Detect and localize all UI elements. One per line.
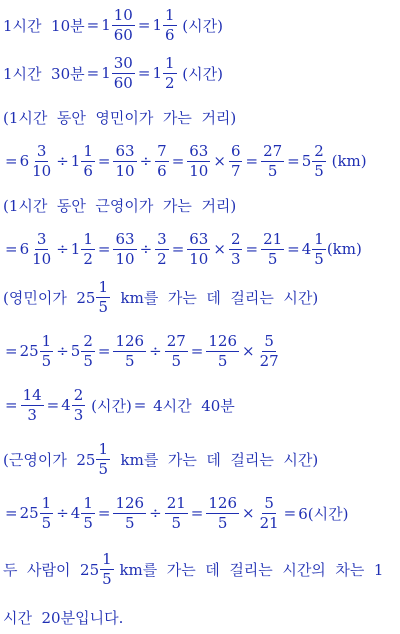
fraction-denominator: 10 (32, 249, 52, 268)
math-operator: ÷ (56, 240, 69, 258)
solution-line (3, 100, 398, 134)
solution-line (3, 600, 398, 634)
math-operator: = (5, 504, 18, 522)
text-segment: km를 가는 데 걸리는 시간) (110, 450, 319, 469)
text-segment: (근영이가 25 (3, 450, 96, 469)
math-operator: × (242, 342, 255, 360)
fraction-denominator: 5 (98, 459, 108, 478)
fraction (187, 141, 210, 180)
fraction (112, 5, 135, 44)
fraction (112, 53, 135, 92)
fraction-numerator: 126 (208, 493, 237, 512)
fraction-numerator: 10 (113, 5, 133, 24)
text-segment: (1시간 동안 근영이가 가는 거리) (3, 196, 237, 215)
fraction (81, 331, 95, 370)
fraction (81, 141, 95, 180)
solution-line (3, 492, 398, 534)
text-segment: 두 사람이 25 (3, 560, 100, 579)
fraction (96, 277, 110, 316)
fraction (206, 493, 239, 532)
fraction-numerator: 1 (83, 141, 93, 160)
math-operator: = (5, 152, 18, 170)
solution-line (3, 52, 398, 94)
fraction (261, 229, 284, 268)
fraction-denominator: 10 (32, 161, 52, 180)
text-segment: (1시간 동안 영민이가 가는 거리) (3, 108, 237, 127)
text-segment: (시간) (177, 64, 223, 83)
fraction (113, 493, 146, 532)
fraction-numerator: 14 (22, 385, 42, 404)
solution-line (3, 140, 398, 182)
text-segment: 4 (61, 396, 71, 414)
fraction (30, 229, 53, 268)
text-segment: (km) (326, 240, 362, 258)
fraction-numerator: 1 (102, 549, 112, 568)
fraction-numerator: 1 (98, 439, 108, 458)
fraction-denominator: 5 (98, 297, 108, 316)
fraction-numerator: 63 (189, 141, 209, 160)
math-operator: = (287, 240, 300, 258)
fraction (81, 493, 95, 532)
fraction-numerator: 21 (166, 493, 186, 512)
fraction-denominator: 7 (230, 161, 241, 180)
fraction-denominator: 10 (115, 249, 135, 268)
fraction-denominator: 5 (83, 513, 93, 532)
fraction (312, 141, 326, 180)
fraction-denominator: 5 (171, 351, 181, 370)
fraction-denominator: 5 (217, 513, 228, 532)
fraction (165, 331, 188, 370)
fraction-denominator: 10 (189, 161, 209, 180)
math-operator: = (245, 152, 259, 170)
fraction-denominator: 2 (83, 249, 93, 268)
fraction (206, 331, 239, 370)
fraction-numerator: 5 (264, 331, 274, 350)
fraction-denominator: 3 (73, 405, 84, 424)
fraction-numerator: 126 (115, 493, 145, 512)
fraction (113, 229, 136, 268)
math-operator: = (46, 396, 60, 414)
fraction (113, 331, 146, 370)
math-operator: ÷ (139, 240, 153, 258)
fraction-denominator: 10 (115, 161, 135, 180)
fraction-numerator: 126 (115, 331, 145, 350)
fraction (163, 5, 177, 44)
math-operator: ÷ (149, 504, 162, 522)
fraction (258, 331, 281, 370)
fraction-numerator: 2 (73, 385, 84, 404)
fraction-denominator: 2 (164, 73, 175, 92)
fraction-numerator: 1 (83, 493, 93, 512)
fraction-denominator: 5 (125, 513, 135, 532)
fraction (163, 53, 177, 92)
solution-line (3, 330, 398, 372)
fraction-denominator: 5 (125, 351, 135, 370)
fraction (229, 141, 243, 180)
fraction-denominator: 5 (41, 513, 52, 532)
solution-line (3, 188, 398, 222)
math-operator: ÷ (149, 342, 162, 360)
text-segment: 1 (70, 240, 81, 258)
math-operator: = (190, 342, 204, 360)
text-segment: (시간) (86, 396, 132, 415)
fraction-numerator: 1 (164, 53, 175, 72)
math-operator: = (5, 240, 18, 258)
fraction (165, 493, 188, 532)
fraction-numerator: 5 (264, 493, 274, 512)
math-operator: = (287, 152, 300, 170)
text-segment: 1 (152, 64, 162, 82)
math-operator: = (171, 152, 185, 170)
fraction (21, 385, 44, 424)
fraction-denominator: 5 (267, 161, 278, 180)
fraction-denominator: 27 (259, 351, 279, 370)
fraction-denominator: 2 (157, 249, 167, 268)
text-segment: 4 (70, 504, 81, 522)
fraction-denominator: 3 (27, 405, 37, 424)
fraction-denominator: 3 (230, 249, 241, 268)
text-segment: 시간 20분입니다. (3, 608, 124, 627)
fraction-numerator: 6 (230, 141, 241, 160)
fraction-denominator: 6 (164, 25, 175, 44)
solution-line (3, 276, 398, 318)
text-segment: (시간) (177, 16, 223, 35)
solution-line (3, 438, 398, 480)
fraction-denominator: 5 (267, 249, 278, 268)
fraction (113, 141, 136, 180)
fraction-denominator: 10 (189, 249, 209, 268)
math-operator: × (213, 240, 226, 258)
math-operator: = (86, 16, 100, 34)
math-operator: = (171, 240, 185, 258)
fraction-denominator: 5 (171, 513, 181, 532)
fraction (40, 331, 54, 370)
math-operator: × (242, 504, 255, 522)
math-operator: = (97, 152, 111, 170)
fraction-numerator: 1 (83, 229, 93, 248)
fraction-numerator: 1 (164, 5, 175, 24)
fraction-denominator: 5 (41, 351, 52, 370)
fraction-denominator: 6 (83, 161, 93, 180)
fraction-numerator: 1 (41, 331, 52, 350)
fraction-numerator: 63 (115, 229, 135, 248)
text-segment: 1 (152, 16, 162, 34)
solution-line (3, 4, 398, 46)
fraction-numerator: 63 (189, 229, 209, 248)
math-operator: = (97, 504, 111, 522)
math-operator: = (97, 240, 111, 258)
text-segment: 25 (19, 342, 39, 360)
text-segment: 6(시간) (298, 504, 349, 523)
math-operator: = (97, 342, 111, 360)
fraction-numerator: 2 (83, 331, 93, 350)
math-operator: = (5, 396, 18, 414)
text-segment: 6 (19, 152, 30, 170)
fraction (155, 229, 169, 268)
solution-line (3, 548, 398, 590)
text-segment: (km) (326, 152, 367, 170)
fraction-denominator: 5 (83, 351, 93, 370)
math-operator: = (190, 504, 204, 522)
math-operator: ÷ (56, 342, 69, 360)
fraction-numerator: 21 (263, 229, 283, 248)
fraction-numerator: 2 (230, 229, 241, 248)
math-operator: = (283, 504, 297, 522)
math-operator: = (137, 64, 151, 82)
text-segment: 4 (301, 240, 312, 258)
fraction (100, 549, 114, 588)
fraction-denominator: 6 (157, 161, 167, 180)
fraction-numerator: 3 (157, 229, 167, 248)
fraction (261, 141, 284, 180)
fraction (40, 493, 54, 532)
fraction-numerator: 27 (166, 331, 186, 350)
fraction (187, 229, 210, 268)
math-operator: = (5, 342, 18, 360)
fraction-numerator: 63 (115, 141, 135, 160)
fraction-denominator: 60 (113, 73, 133, 92)
fraction (96, 439, 110, 478)
fraction-denominator: 5 (314, 249, 324, 268)
math-operator: ÷ (56, 152, 69, 170)
text-segment: km를 가는 데 걸리는 시간) (110, 288, 319, 307)
math-operator: = (137, 16, 151, 34)
text-segment: 1 (101, 64, 111, 82)
fraction (258, 493, 281, 532)
solution-line (3, 228, 398, 270)
fraction-numerator: 1 (314, 229, 324, 248)
solution-line (3, 384, 398, 426)
math-operator: × (213, 152, 226, 170)
text-segment: 5 (301, 152, 312, 170)
fraction-numerator: 30 (113, 53, 133, 72)
fraction-numerator: 3 (36, 141, 47, 160)
text-segment: 25 (19, 504, 39, 522)
fraction-denominator: 21 (259, 513, 279, 532)
fraction-denominator: 5 (217, 351, 228, 370)
fraction-numerator: 7 (157, 141, 167, 160)
fraction (30, 141, 53, 180)
text-segment: (영민이가 25 (3, 288, 96, 307)
fraction-numerator: 27 (263, 141, 283, 160)
fraction-numerator: 3 (36, 229, 47, 248)
text-segment: 4시간 40분 (148, 396, 235, 415)
fraction-denominator: 60 (113, 25, 133, 44)
fraction (81, 229, 95, 268)
fraction (229, 229, 243, 268)
math-operator: = (133, 396, 147, 414)
text-segment: 5 (70, 342, 81, 360)
math-operator: ÷ (56, 504, 69, 522)
text-segment: 1 (101, 16, 111, 34)
fraction-denominator: 5 (314, 161, 324, 180)
fraction-numerator: 1 (41, 493, 52, 512)
math-operator: = (86, 64, 100, 82)
fraction (312, 229, 326, 268)
math-operator: = (245, 240, 259, 258)
fraction-numerator: 2 (314, 141, 324, 160)
fraction (72, 385, 86, 424)
text-segment: 1 (70, 152, 81, 170)
text-segment: 6 (19, 240, 30, 258)
fraction-denominator: 5 (102, 569, 112, 588)
fraction-numerator: 1 (98, 277, 108, 296)
fraction (155, 141, 169, 180)
text-segment: 1시간 10분 (3, 16, 85, 35)
text-segment: 1시간 30분 (3, 64, 85, 83)
math-operator: ÷ (139, 152, 153, 170)
fraction-numerator: 126 (208, 331, 237, 350)
text-segment: km를 가는 데 걸리는 시간의 차는 1 (114, 560, 384, 579)
